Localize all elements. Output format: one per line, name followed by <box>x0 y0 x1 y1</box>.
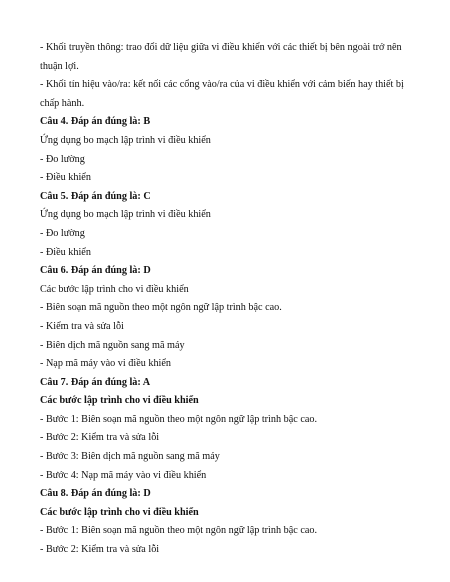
heading-line: Câu 7. Đáp án đúng là: A <box>40 376 151 388</box>
heading-line: Các bước lập trình cho vi điều khiển <box>40 506 199 518</box>
text-line: - Kiểm tra và sửa lỗi <box>40 320 124 332</box>
text-line: - Bước 3: Biên dịch mã nguồn sang mã máy <box>40 451 220 463</box>
text-line: - Đo lường <box>40 227 85 239</box>
heading-line: Các bước lập trình cho vi điều khiển <box>40 395 199 407</box>
text-line: - Đo lường <box>40 153 85 165</box>
text-line: - Điều khiển <box>40 246 91 258</box>
text-line: Ứng dụng bo mạch lập trình vi điều khiển <box>40 134 211 146</box>
heading-line: Câu 5. Đáp án đúng là: C <box>40 190 151 202</box>
text-line: Các bước lập trình cho vi điều khiển <box>40 283 189 295</box>
heading-line: Câu 6. Đáp án đúng là: D <box>40 265 151 277</box>
text-line: - Nạp mã máy vào vi điều khiển <box>40 358 171 370</box>
text-line: - Bước 1: Biên soạn mã nguồn theo một ngôn ngữ lập trình bậc cao. <box>40 525 318 537</box>
text-line: - Bước 2: Kiểm tra và sửa lỗi <box>40 432 160 444</box>
text-line: - Khối tín hiệu vào/ra: kết nối các cổng vào/ra của vi điều khiển với cảm biến hay thiết bị chấp hành. <box>40 79 404 109</box>
heading-line: Câu 4. Đáp án đúng là: B <box>40 116 151 128</box>
text-line: - Biên dịch mã nguồn sang mã máy <box>40 339 185 351</box>
text-line: - Bước 4: Nạp mã máy vào vi điều khiển <box>40 469 207 481</box>
text-line: - Bước 1: Biên soạn mã nguồn theo một ngôn ngữ lập trình bậc cao. <box>40 413 318 425</box>
document-page <box>40 39 424 560</box>
text-line: - Khối truyền thông: trao đổi dữ liệu giữa vi điều khiển với các thiết bị bên ngoài trở nên thuận lợi. <box>40 42 402 72</box>
text-line: - Biên soạn mã nguồn theo một ngôn ngữ lập trình bậc cao. <box>40 302 282 314</box>
heading-line: Câu 8. Đáp án đúng là: D <box>40 488 151 500</box>
text-line: - Điều khiển <box>40 172 91 184</box>
text-line: Ứng dụng bo mạch lập trình vi điều khiển <box>40 209 211 221</box>
text-line: - Bước 2: Kiểm tra và sửa lỗi <box>40 544 160 556</box>
